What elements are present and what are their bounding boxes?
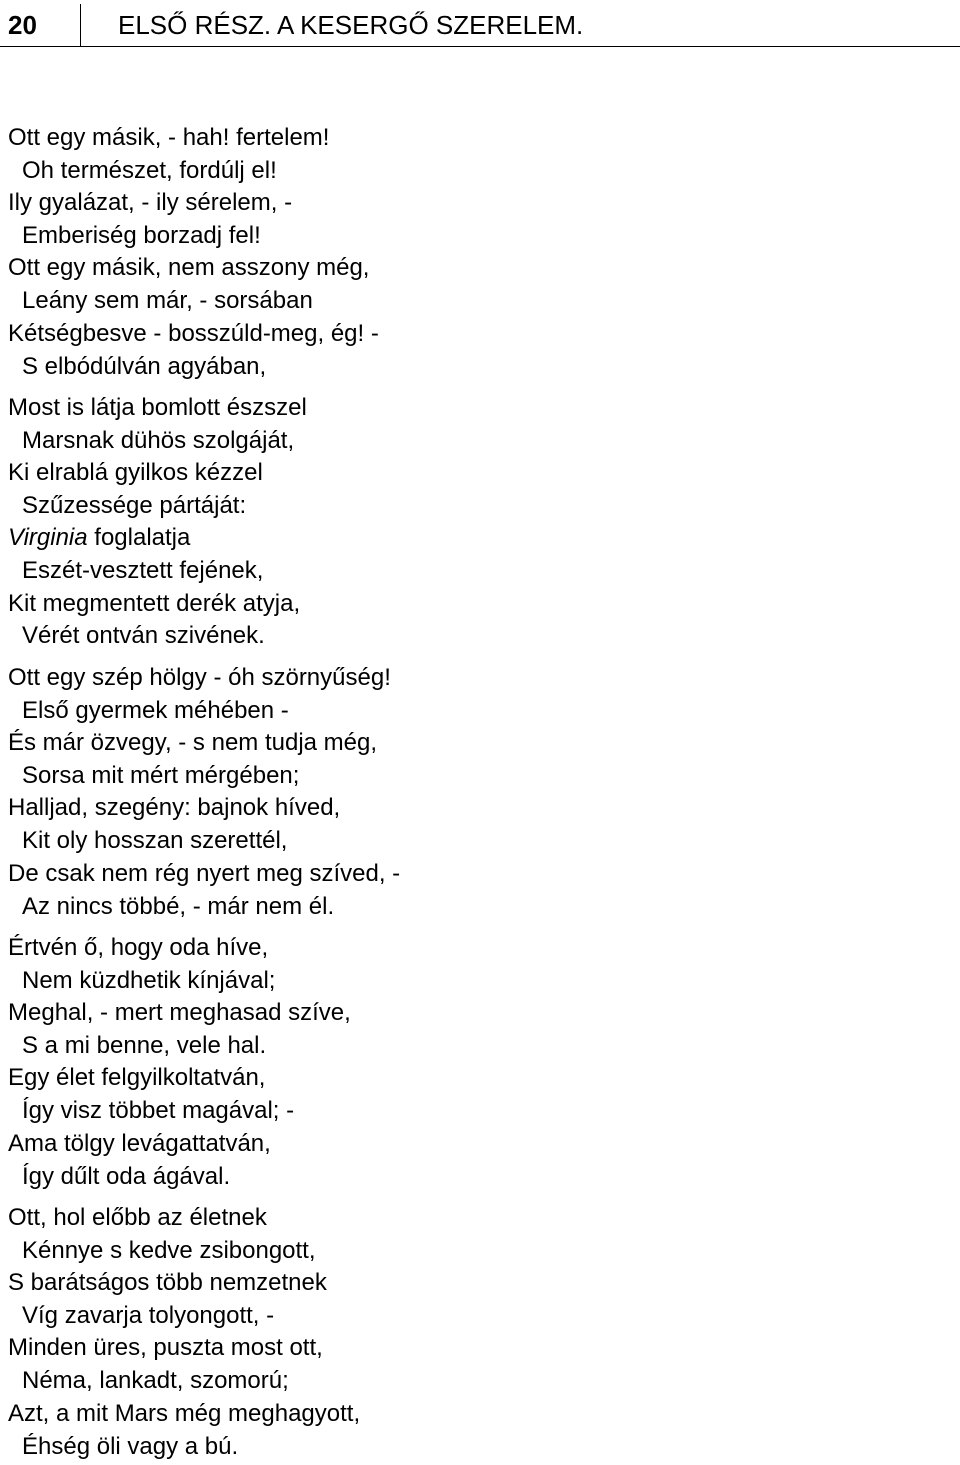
poem-line: Értvén ő, hogy oda híve, — [8, 934, 269, 961]
poem-line: Marsnak dühös szolgáját, — [22, 427, 295, 454]
poem-line: Leány sem már, - sorsában — [22, 287, 313, 314]
poem-line: Víg zavarja tolyongott, - — [22, 1302, 275, 1329]
poem-line: Az nincs többé, - már nem él. — [22, 893, 335, 920]
poem-line: Meghal, - mert meghasad szíve, — [8, 999, 351, 1026]
poem-line: Oh természet, fordúlj el! — [22, 157, 277, 184]
poem-line: Néma, lankadt, szomorú; — [22, 1367, 289, 1394]
poem-line: Így visz többet magával; - — [22, 1097, 295, 1124]
running-head: ELSŐ RÉSZ. A KESERGŐ SZERELEM. — [118, 10, 584, 40]
poem-line: Minden üres, puszta most ott, — [8, 1334, 323, 1361]
poem-line: Emberiség borzadj fel! — [22, 222, 261, 249]
poem-line: Azt, a mit Mars még meghagyott, — [8, 1400, 361, 1427]
poem-line: S a mi benne, vele hal. — [22, 1032, 267, 1059]
poem-line: Nem küzdhetik kínjával; — [22, 967, 276, 994]
poem-line: Kit oly hosszan szerettél, — [22, 827, 288, 854]
poem-italic-name: Virginia — [8, 524, 88, 551]
poem-line: S barátságos több nemzetnek — [8, 1269, 327, 1296]
poem-line: Így dűlt oda ágával. — [22, 1163, 231, 1190]
poem-line: Kénnye s kedve zsibongott, — [22, 1237, 316, 1264]
poem-line: Halljad, szegény: bajnok híved, — [8, 794, 341, 821]
poem-line: S elbódúlván agyában, — [22, 353, 267, 380]
poem-line: Ama tölgy levágattatván, — [8, 1130, 271, 1157]
poem-line: Ott egy másik, nem asszony még, — [8, 254, 370, 281]
poem-line: Eszét-vesztett fejének, — [22, 557, 264, 584]
poem-line: Ki elrablá gyilkos kézzel — [8, 459, 263, 486]
header-rule — [0, 46, 960, 47]
poem-line: Kétségbesve - bosszúld-meg, ég! - — [8, 320, 379, 347]
poem-line: Első gyermek méhében - — [22, 697, 289, 724]
poem-line: Most is látja bomlott észszel — [8, 394, 307, 421]
poem-line: Kit megmentett derék atyja, — [8, 590, 301, 617]
poem-line: Vérét ontván szivének. — [22, 622, 265, 649]
poem-line: Szűzessége pártáját: — [22, 492, 247, 519]
page-header — [0, 0, 960, 46]
poem-line: És már özvegy, - s nem tudja még, — [8, 729, 378, 756]
poem-line-rest: foglalatja — [87, 524, 191, 551]
poem-line: De csak nem rég nyert meg szíved, - — [8, 860, 401, 887]
poem-line: Egy élet felgyilkoltatván, — [8, 1064, 266, 1091]
poem-line: Éhség öli vagy a bú. — [22, 1433, 239, 1460]
poem-line: Ily gyalázat, - ily sérelem, - — [8, 189, 293, 216]
page-number: 20 — [8, 10, 37, 40]
poem-line: Sorsa mit mért mérgében; — [22, 762, 300, 789]
poem-line: Ott egy másik, - hah! fertelem! — [8, 124, 330, 151]
poem-line: Ott, hol előbb az életnek — [8, 1204, 267, 1231]
poem-line: Ott egy szép hölgy - óh szörnyűség! — [8, 664, 391, 691]
header-divider — [80, 4, 81, 46]
poem-line — [8, 524, 190, 552]
